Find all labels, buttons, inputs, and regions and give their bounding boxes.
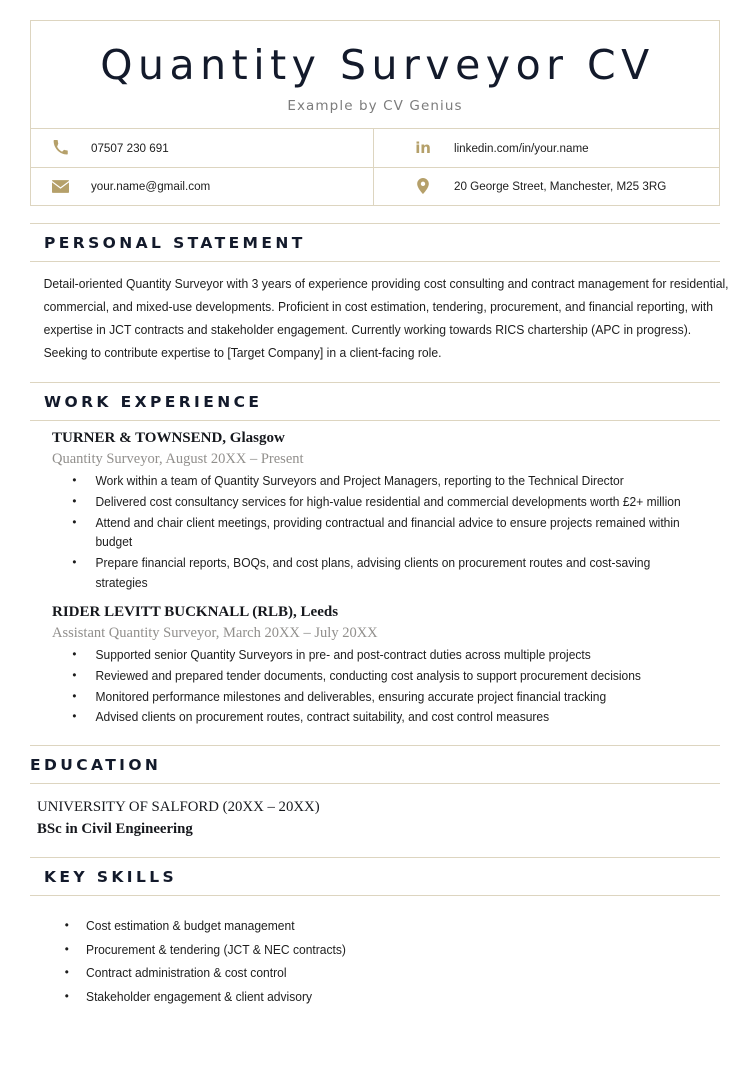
section-heading-key-skills: KEY SKILLS [44,868,178,887]
job-entry [32,595,718,729]
job-company: RIDER LEVITT BUCKNALL (RLB), Leeds [52,603,339,620]
job-bullet-list [32,472,718,594]
contact-item-linkedin[interactable] [373,129,719,167]
job-bullet: • Monitored performance milestones and deliverables, ensuring accurate project financial tracking [32,688,717,708]
section-key-skills [30,857,720,1007]
skills-list [32,896,718,1007]
job-title-dates: Assistant Quantity Surveyor, March 20XX – July 20XX [52,624,378,641]
page-subtitle: Example by CV Genius [287,97,463,114]
contact-item-email[interactable] [31,167,373,205]
list-item: • Stakeholder engagement & client advisory [32,988,694,1008]
job-bullet: • Prepare financial reports, BOQs, and cost plans, advising clients on procurement routes and cost-saving strategies [32,554,717,594]
job-bullet: • Advised clients on procurement routes, contract suitability, and cost control measures [32,708,717,728]
job-bullet-list [32,646,718,728]
email-icon [45,180,75,193]
section-body-work-experience [30,421,720,729]
title-area [31,21,719,128]
section-heading-work-experience: WORK EXPERIENCE [44,392,263,411]
phone-icon [45,140,75,155]
section-personal-statement [30,223,729,365]
job-company: TURNER & TOWNSEND, Glasgow [52,429,285,446]
section-body-personal-statement [30,262,729,365]
section-body-education [30,784,720,840]
job-title-dates: Quantity Surveyor, August 20XX – Present [52,450,304,467]
section-heading-education: EDUCATION [30,756,162,775]
section-body-key-skills [30,896,720,1007]
personal-statement-text: Detail-oriented Quantity Surveyor with 3 years of experience providing cost consulting and contract management for residential, commercial, and mixed-use developments. Proficient in cost estimation, tendering, procurement, and financial reporting, with expertise in JCT contracts and stakeholder engagement. Currently working towards RICS chartership (APC in progress). Seeking to contribute expertise to [Target Company] in a client-facing role. [43,276,729,360]
section-work-experience [30,382,720,729]
section-education [30,745,720,840]
contact-item-phone[interactable] [31,129,373,167]
contact-grid [31,128,719,205]
linkedin-icon: in [415,138,431,157]
education-institution: UNIVERSITY OF SALFORD (20XX – 20XX) [37,799,320,816]
job-bullet: • Work within a team of Quantity Surveyors and Project Managers, reporting to the Technical Director [32,472,717,492]
job-bullet: • Supported senior Quantity Surveyors in pre- and post-contract duties across multiple projects [32,646,717,666]
page-title: Quantity Surveyor CV [100,41,655,89]
list-item: • Contract administration & cost control [32,964,694,984]
job-entry [32,421,718,594]
cv-document [0,20,750,1081]
education-degree: BSc in Civil Engineering [37,820,193,837]
contact-value-phone: 07507 230 691 [90,140,169,155]
location-pin-icon [408,178,438,194]
job-bullet: • Delivered cost consultancy services for high-value residential and commercial developments worth £2+ million [32,493,717,513]
job-bullet: • Reviewed and prepared tender documents, conducting cost analysis to support procurement decisions [32,667,717,687]
cv-header [30,20,720,206]
list-item: • Cost estimation & budget management [32,917,694,937]
job-bullet: • Attend and chair client meetings, providing contractual and financial advice to ensure projects remained within budget [32,514,717,554]
contact-value-linkedin: linkedin.com/in/your.name [453,140,589,155]
section-heading-personal-statement: PERSONAL STATEMENT [44,233,306,252]
list-item: • Procurement & tendering (JCT & NEC contracts) [32,941,694,961]
contact-value-location: 20 George Street, Manchester, M25 3RG [453,179,667,194]
contact-item-location[interactable] [373,167,719,205]
contact-value-email: your.name@gmail.com [90,179,211,194]
